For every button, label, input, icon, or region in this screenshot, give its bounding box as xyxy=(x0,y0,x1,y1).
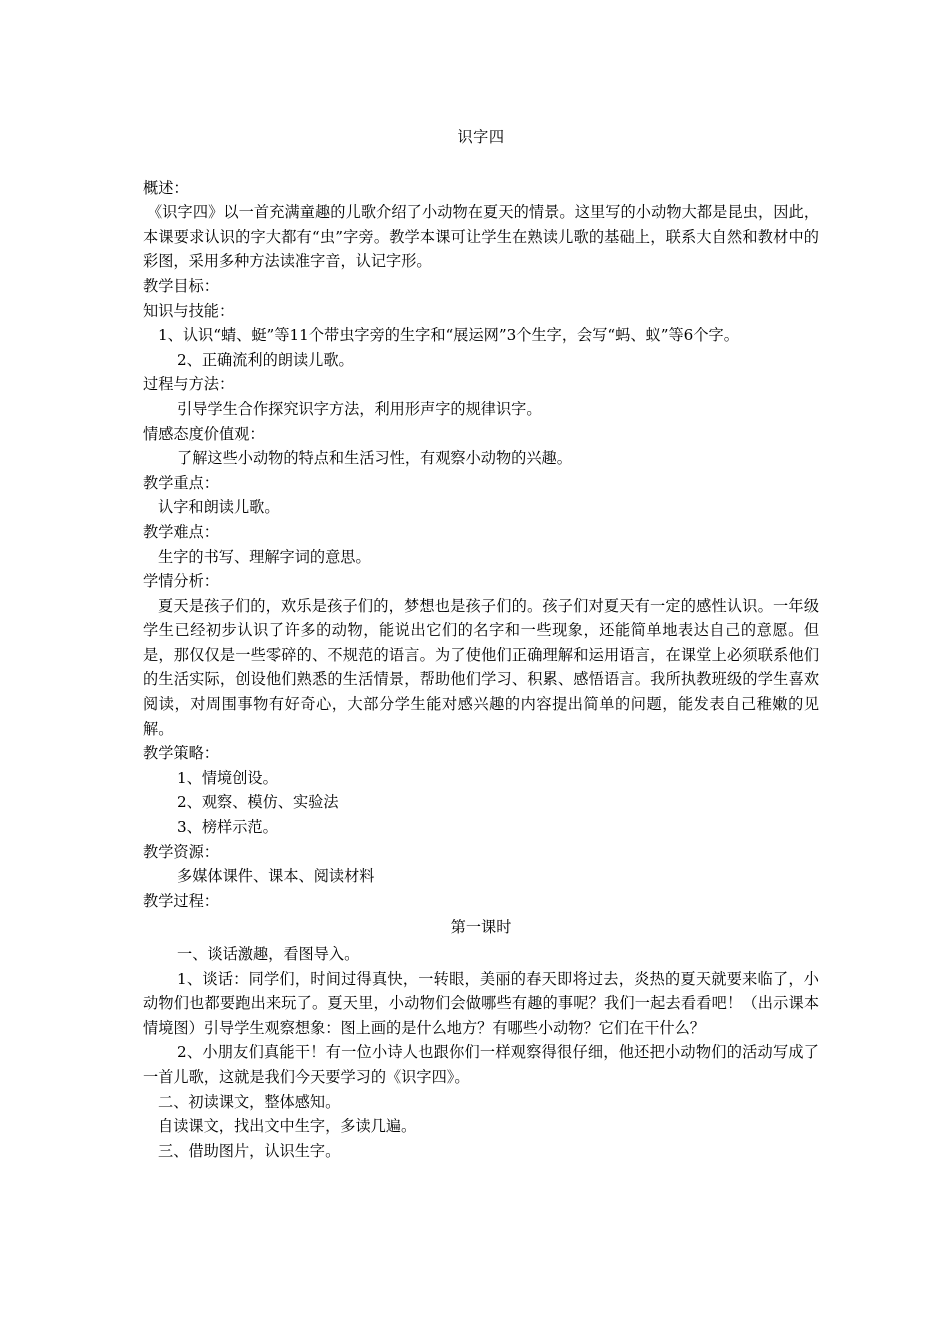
document-title: 识字四 xyxy=(457,128,505,146)
strategy-item-2: 2、观察、模仿、实验法 xyxy=(177,793,339,812)
process-paragraph: 引导学生合作探究识字方法，利用形声字的规律识字。 xyxy=(177,399,542,418)
document-page xyxy=(143,125,819,1163)
emotion-paragraph: 了解这些小动物的特点和生活习性，有观察小动物的兴趣。 xyxy=(177,449,572,468)
analysis-heading: 学情分析： xyxy=(143,572,219,591)
step1-title: 一、谈话激趣，看图导入。 xyxy=(177,945,360,963)
focus-heading: 教学重点： xyxy=(143,473,219,492)
emotion-heading: 情感态度价值观： xyxy=(143,424,265,443)
step2-paragraph: 自读课文，找出文中生字，多读几遍。 xyxy=(158,1117,417,1136)
analysis-paragraph: 夏天是孩子们的，欢乐是孩子们的，梦想也是孩子们的。孩子们对夏天有一定的感性认识。一年级学生已经初步认识了许多的动物，能说出它们的名字和一些现象，还能简单地表达自己的意愿。但是，那仅仅是一些零碎的、不规范的语言。为了使他们正确理解和运用语言，在课堂上必须联系他们的生活实际，创设他们熟悉的生活情景，帮助他们学习、积累、感悟语言。我所执教班级的学生喜欢阅读，对周围事物有好奇心，大部分学生能对感兴趣的内容提出简单的问题，能发表自己稚嫩的见解。 xyxy=(143,596,819,738)
lesson-title: 第一课时 xyxy=(450,918,512,937)
strategy-item-3: 3、榜样示范。 xyxy=(177,818,278,837)
strategy-heading: 教学策略： xyxy=(143,744,219,763)
strategy-item-1: 1、情境创设。 xyxy=(177,768,278,787)
difficulty-paragraph: 生字的书写、理解字词的意思。 xyxy=(158,547,371,566)
knowledge-heading: 知识与技能： xyxy=(143,301,235,320)
knowledge-item-2: 2、正确流利的朗读儿歌。 xyxy=(177,350,354,369)
overview-paragraph: 《识字四》以一首充满童趣的儿歌介绍了小动物在夏天的情景。这里写的小动物大都是昆虫，因此，本课要求认识的字大都有“虫”字旁。教学本课可让学生在熟读儿歌的基础上，联系大自然和教材中的彩图，采用多种方法读准字音，认记字形。 xyxy=(143,203,819,271)
resources-paragraph: 多媒体课件、课本、阅读材料 xyxy=(177,867,375,886)
knowledge-item-1: 1、认识“蜻、蜓”等11个带虫字旁的生字和“展运网”3个生字，会写“蚂、蚁”等6个字。 xyxy=(158,326,739,345)
step3-title: 三、借助图片，认识生字。 xyxy=(158,1141,341,1160)
step1-paragraph-1: 1、谈话：同学们，时间过得真快，一转眼，美丽的春天即将过去，炎热的夏天就要来临了，小动物们也都要跑出来玩了。夏天里，小动物们会做哪些有趣的事呢？我们一起去看看吧！（出示课本情境图）引导学生观察想象：图上画的是什么地方？有哪些小动物？它们在干什么？ xyxy=(143,969,819,1037)
resources-heading: 教学资源： xyxy=(143,842,219,861)
goals-heading: 教学目标： xyxy=(143,276,219,295)
difficulty-heading: 教学难点： xyxy=(143,522,219,541)
focus-paragraph: 认字和朗读儿歌。 xyxy=(158,498,280,517)
step2-title: 二、初读课文，整体感知。 xyxy=(158,1092,341,1111)
step1-paragraph-2: 2、小朋友们真能干！有一位小诗人也跟你们一样观察得很仔细，他还把小动物们的活动写成了一首儿歌，这就是我们今天要学习的《识字四》。 xyxy=(143,1043,819,1086)
procedure-heading: 教学过程： xyxy=(143,891,219,910)
overview-heading: 概述： xyxy=(143,178,189,197)
process-heading: 过程与方法： xyxy=(143,375,235,394)
